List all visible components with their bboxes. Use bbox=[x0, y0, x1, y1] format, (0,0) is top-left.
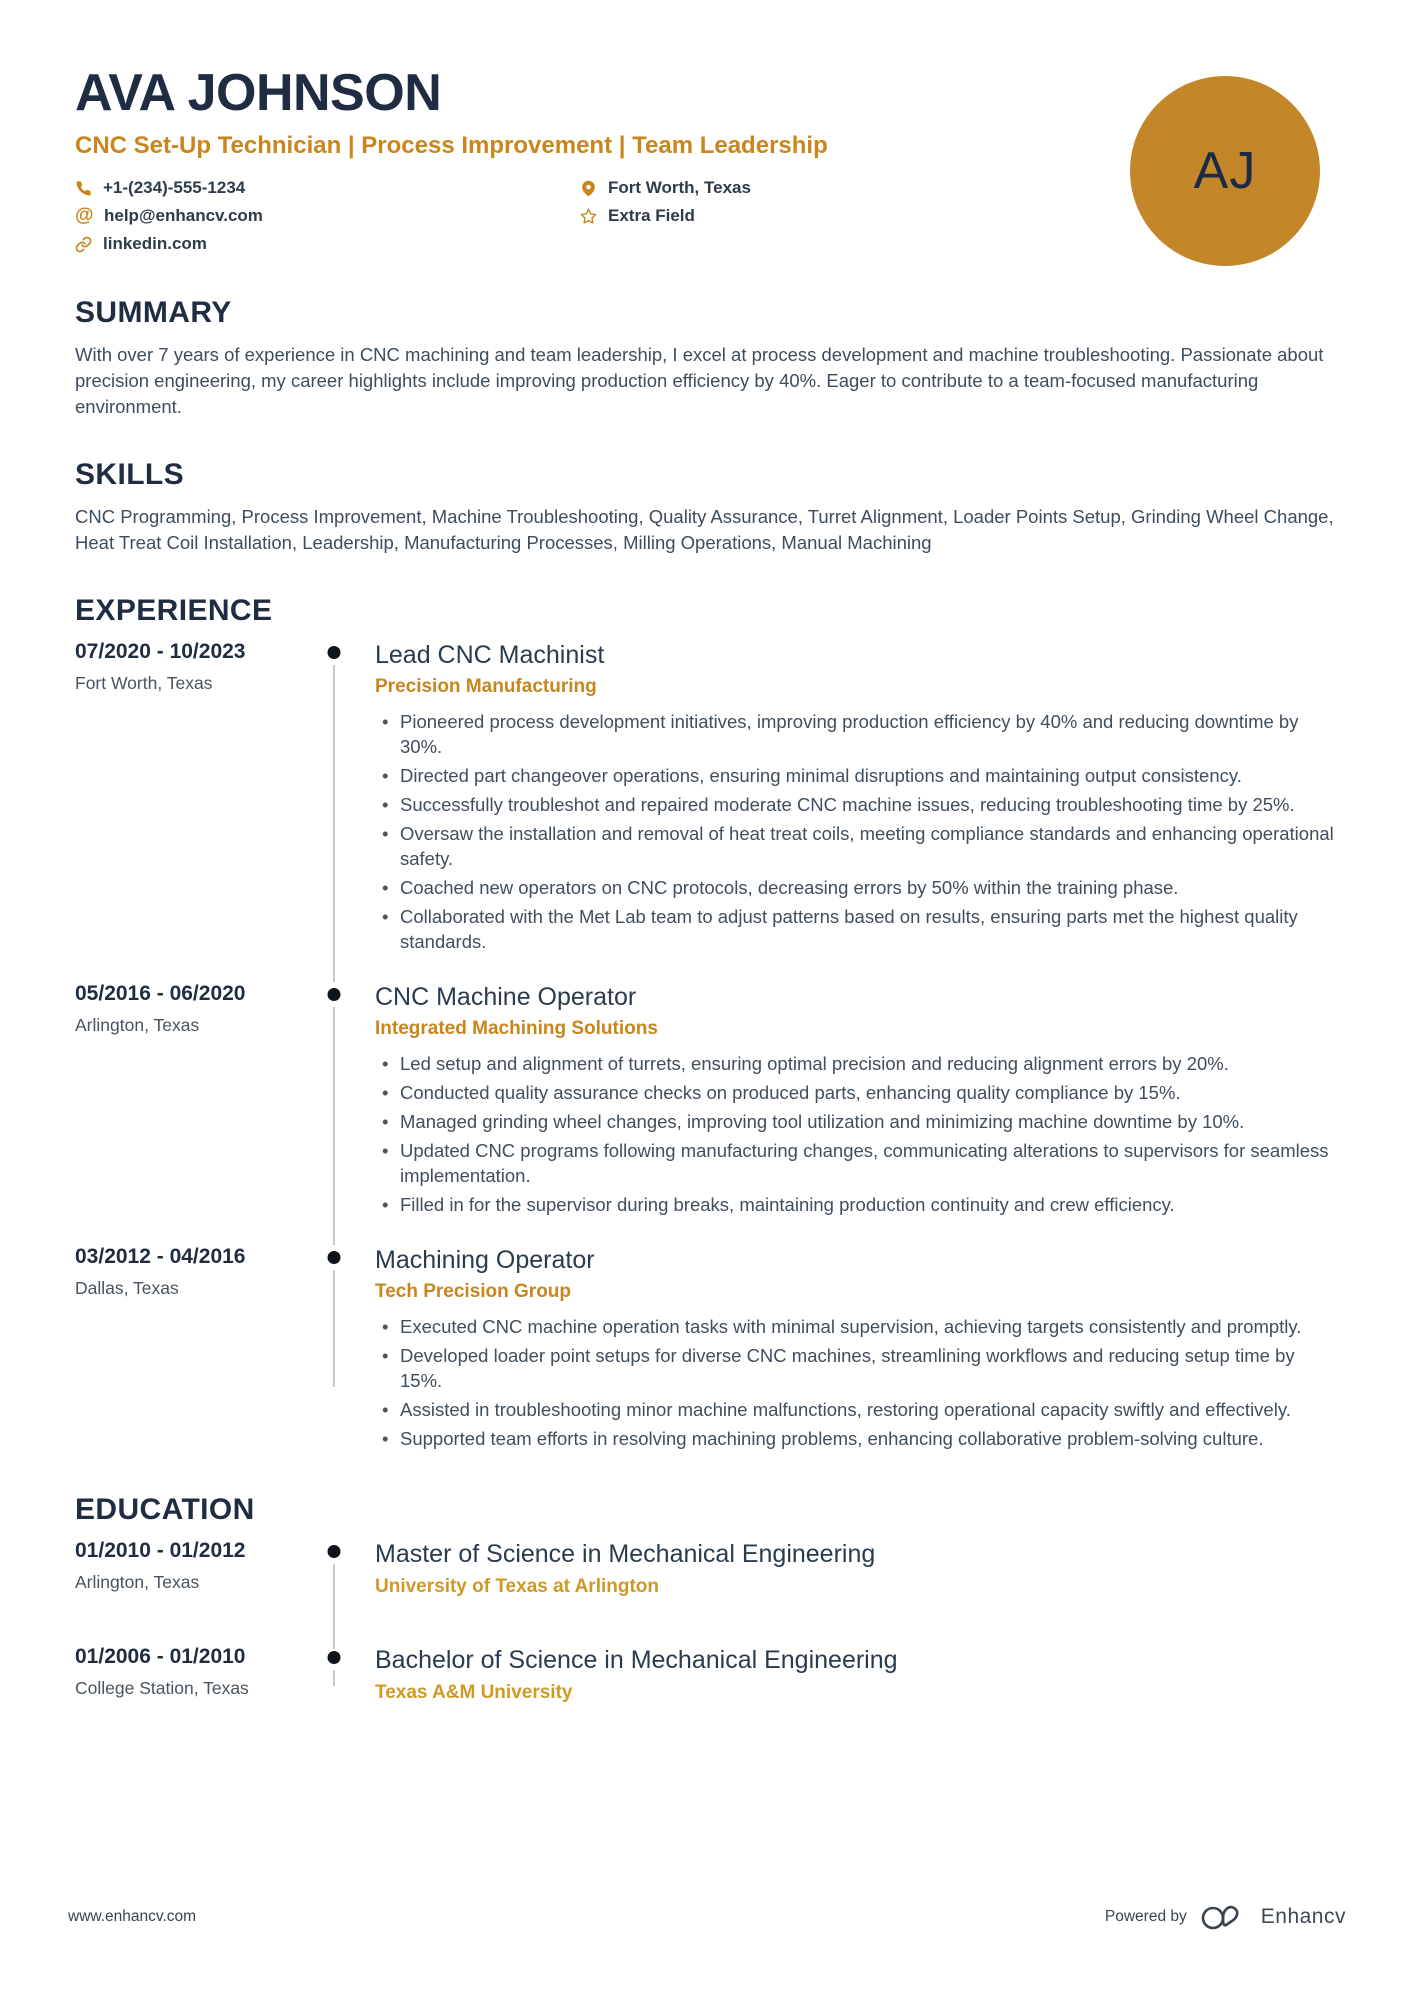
experience-entry-meta bbox=[75, 640, 315, 958]
timeline bbox=[315, 1539, 353, 1631]
contact-linkedin[interactable] bbox=[75, 234, 580, 254]
education-location: Arlington, Texas bbox=[75, 1572, 200, 1592]
bullet-item: • Executed CNC machine operation tasks with minimal supervision, achieving targets consistently and promptly. bbox=[375, 1314, 1335, 1339]
bullet-item: • Assisted in troubleshooting minor machine malfunctions, restoring operational capacity swiftly and effectively. bbox=[375, 1397, 1335, 1422]
contact-extra-label: Extra Field bbox=[608, 206, 695, 225]
at-icon: @ bbox=[75, 205, 94, 226]
page-footer bbox=[68, 1901, 1346, 1933]
timeline-dot bbox=[328, 1251, 341, 1264]
experience-location: Dallas, Texas bbox=[75, 1278, 179, 1298]
contact-email[interactable] bbox=[75, 205, 580, 227]
contact-list bbox=[75, 174, 1115, 258]
experience-dates: 05/2016 - 06/2020 bbox=[75, 982, 246, 1005]
bullet-item: • Pioneered process development initiatives, improving production efficiency by 40% and reducing downtime by 30%. bbox=[375, 709, 1335, 759]
link-icon bbox=[75, 236, 92, 253]
bullet-item: • Managed grinding wheel changes, improving tool utilization and minimizing machine downtime by 10%. bbox=[375, 1109, 1335, 1134]
timeline-dot bbox=[328, 646, 341, 659]
bullet-item: • Updated CNC programs following manufacturing changes, communicating alterations to supervisors for seamless implementation. bbox=[375, 1138, 1335, 1188]
contact-phone-label: +1-(234)-555-1234 bbox=[103, 178, 246, 197]
experience-location: Arlington, Texas bbox=[75, 1015, 200, 1035]
education-entry-body bbox=[353, 1539, 1335, 1631]
bullet-list bbox=[375, 1051, 1335, 1217]
experience-entry bbox=[75, 982, 1335, 1221]
job-title: Machining Operator bbox=[375, 1246, 595, 1274]
contact-location-label: Fort Worth, Texas bbox=[608, 178, 751, 197]
experience-entry-body bbox=[353, 1245, 1335, 1455]
education-heading: EDUCATION bbox=[75, 1493, 255, 1526]
experience-entry-body bbox=[353, 982, 1335, 1221]
timeline-dot bbox=[328, 1545, 341, 1558]
experience-entry-meta bbox=[75, 1245, 315, 1455]
contact-extra-field bbox=[580, 206, 1115, 226]
bullet-list bbox=[375, 709, 1335, 954]
candidate-name: AVA JOHNSON bbox=[75, 64, 442, 122]
avatar-initials: AJ bbox=[1193, 142, 1257, 200]
timeline-dot bbox=[328, 988, 341, 1001]
experience-entry bbox=[75, 1245, 1335, 1455]
timeline-line bbox=[333, 1270, 335, 1387]
degree-title: Bachelor of Science in Mechanical Engineering bbox=[375, 1646, 898, 1674]
timeline-line bbox=[333, 665, 335, 982]
education-dates: 01/2006 - 01/2010 bbox=[75, 1645, 246, 1668]
skills-text: CNC Programming, Process Improvement, Machine Troubleshooting, Quality Assurance, Turret Alignment, Loader Points Setup, Grinding Wheel Change, Heat Treat Coil Installation, Leadership, Manufacturing Processes, Milling Operations, Manual Machining bbox=[75, 506, 1334, 553]
location-pin-icon bbox=[580, 180, 597, 197]
bullet-item: • Led setup and alignment of turrets, ensuring optimal precision and reducing alignment errors by 20%. bbox=[375, 1051, 1335, 1076]
school-name: University of Texas at Arlington bbox=[375, 1576, 659, 1597]
summary-text: With over 7 years of experience in CNC machining and team leadership, I excel at process development and machine troubleshooting. Passionate about precision engineering, my career highlights include improving production efficiency by 40%. Eager to contribute to a team-focused manufacturing environment. bbox=[75, 344, 1324, 417]
school-name: Texas A&M University bbox=[375, 1682, 573, 1703]
timeline bbox=[315, 1645, 353, 1737]
star-icon bbox=[580, 208, 597, 225]
timeline-line bbox=[333, 1670, 335, 1686]
powered-by-block[interactable] bbox=[1105, 1901, 1346, 1933]
education-section bbox=[75, 1493, 1335, 1737]
footer-site-link[interactable]: www.enhancv.com bbox=[68, 1908, 197, 1925]
company-name: Integrated Machining Solutions bbox=[375, 1018, 658, 1039]
bullet-item: • Directed part changeover operations, ensuring minimal disruptions and maintaining output consistency. bbox=[375, 763, 1335, 788]
timeline bbox=[315, 1245, 353, 1455]
education-location: College Station, Texas bbox=[75, 1678, 249, 1698]
timeline-line bbox=[333, 1564, 335, 1649]
education-entry-meta bbox=[75, 1645, 315, 1737]
bullet-item: • Oversaw the installation and removal of heat treat coils, meeting compliance standards and enhancing operational safety. bbox=[375, 821, 1335, 871]
education-dates: 01/2010 - 01/2012 bbox=[75, 1539, 246, 1562]
experience-section bbox=[75, 594, 1335, 1455]
bullet-list bbox=[375, 1314, 1335, 1451]
avatar bbox=[1130, 76, 1320, 266]
enhancv-logo-icon bbox=[1200, 1901, 1248, 1933]
contact-location bbox=[580, 178, 1115, 198]
experience-entry bbox=[75, 640, 1335, 958]
skills-section bbox=[75, 458, 1335, 556]
education-entry bbox=[75, 1539, 1335, 1631]
experience-heading: EXPERIENCE bbox=[75, 594, 273, 627]
experience-dates: 07/2020 - 10/2023 bbox=[75, 640, 246, 663]
enhancv-wordmark: Enhancv bbox=[1260, 1905, 1346, 1928]
timeline-line bbox=[333, 1007, 335, 1245]
summary-heading: SUMMARY bbox=[75, 296, 232, 329]
resume-header bbox=[75, 64, 1335, 258]
job-title: Lead CNC Machinist bbox=[375, 641, 605, 669]
bullet-item: • Developed loader point setups for diverse CNC machines, streamlining workflows and reducing setup time by 15%. bbox=[375, 1343, 1335, 1393]
phone-icon bbox=[75, 180, 92, 197]
experience-location: Fort Worth, Texas bbox=[75, 673, 213, 693]
timeline bbox=[315, 640, 353, 958]
experience-entry-body bbox=[353, 640, 1335, 958]
education-entry-meta bbox=[75, 1539, 315, 1631]
bullet-item: • Successfully troubleshot and repaired moderate CNC machine issues, reducing troubleshooting time by 25%. bbox=[375, 792, 1335, 817]
education-entry-body bbox=[353, 1645, 1335, 1737]
contact-linkedin-label: linkedin.com bbox=[103, 234, 207, 253]
job-title: CNC Machine Operator bbox=[375, 983, 637, 1011]
company-name: Precision Manufacturing bbox=[375, 676, 597, 697]
experience-entry-meta bbox=[75, 982, 315, 1221]
education-entry bbox=[75, 1645, 1335, 1737]
skills-heading: SKILLS bbox=[75, 458, 185, 491]
bullet-item: • Coached new operators on CNC protocols, decreasing errors by 50% within the training phase. bbox=[375, 875, 1335, 900]
bullet-item: • Filled in for the supervisor during breaks, maintaining production continuity and crew efficiency. bbox=[375, 1192, 1335, 1217]
powered-by-label: Powered by bbox=[1104, 1908, 1187, 1925]
degree-title: Master of Science in Mechanical Engineering bbox=[375, 1540, 876, 1568]
bullet-item: • Supported team efforts in resolving machining problems, enhancing collaborative problem-solving culture. bbox=[375, 1426, 1335, 1451]
timeline bbox=[315, 982, 353, 1221]
company-name: Tech Precision Group bbox=[375, 1281, 572, 1302]
summary-section bbox=[75, 296, 1335, 420]
experience-dates: 03/2012 - 04/2016 bbox=[75, 1245, 246, 1268]
timeline-dot bbox=[328, 1651, 341, 1664]
candidate-headline: CNC Set-Up Technician | Process Improvement | Team Leadership bbox=[75, 132, 828, 159]
contact-email-label: help@enhancv.com bbox=[104, 206, 263, 225]
contact-phone[interactable] bbox=[75, 178, 580, 198]
bullet-item: • Collaborated with the Met Lab team to adjust patterns based on results, ensuring parts met the highest quality standards. bbox=[375, 904, 1335, 954]
bullet-item: • Conducted quality assurance checks on produced parts, enhancing quality compliance by 15%. bbox=[375, 1080, 1335, 1105]
